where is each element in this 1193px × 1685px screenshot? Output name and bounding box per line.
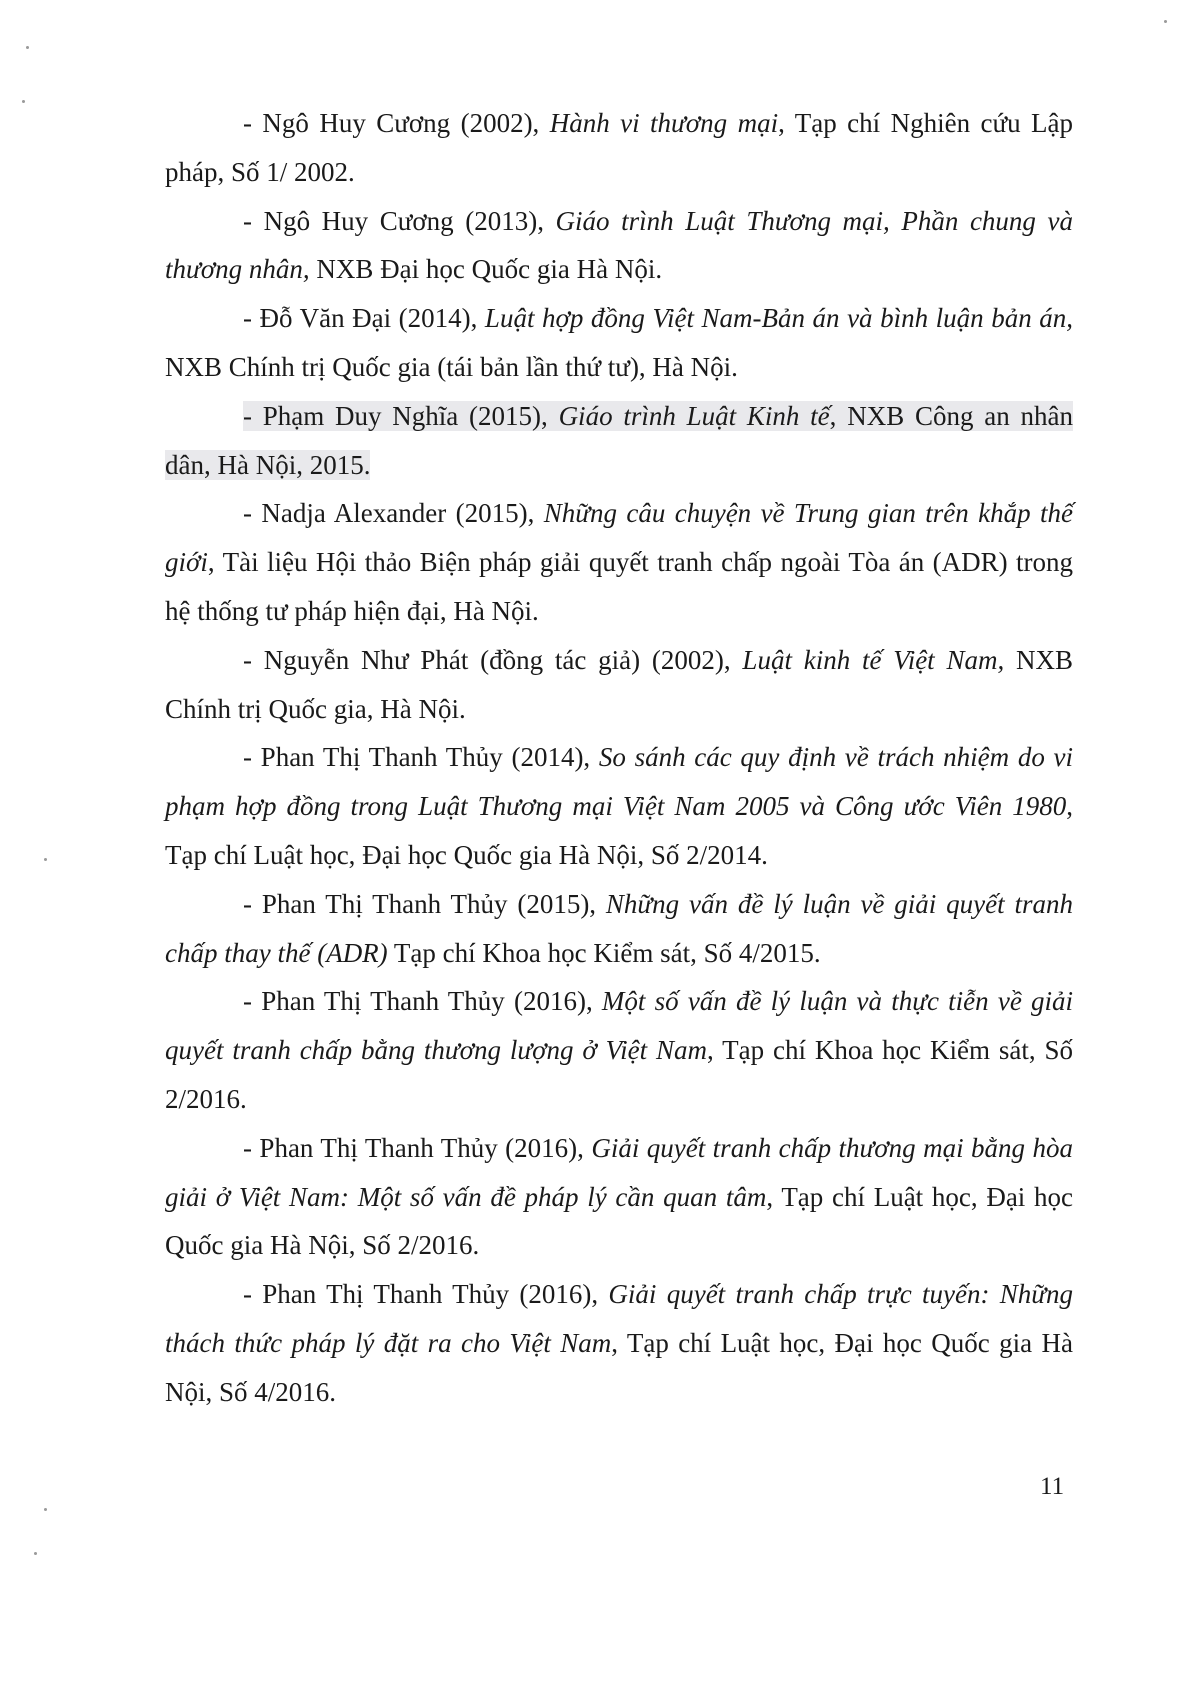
reference-item — [165, 880, 1073, 978]
scan-speck — [26, 46, 29, 49]
page-number: 11 — [1040, 1473, 1065, 1500]
reference-item — [165, 489, 1073, 635]
reference-item — [165, 1270, 1073, 1416]
scan-speck — [44, 1508, 47, 1511]
reference-title: Giáo trình Luật Kinh tế — [558, 400, 830, 431]
scan-speck — [34, 1552, 37, 1555]
reference-author: - Phan Thị Thanh Thủy (2016), — [243, 986, 602, 1017]
reference-publisher: Tạp chí Khoa học Kiểm sát, Số 4/2015. — [387, 937, 821, 968]
reference-item — [165, 99, 1073, 197]
reference-title: Những câu chuyện về Trung gian trên khắp thế giới — [165, 498, 1073, 578]
reference-title: So sánh các quy định về trách nhiệm do vi phạm hợp đồng trong Luật Thương mại Việt Nam 2005 và Công ước Viên 1980 — [165, 742, 1073, 822]
reference-author: - Nadja Alexander (2015), — [243, 498, 544, 529]
scan-speck — [1164, 20, 1167, 23]
reference-item — [165, 1124, 1073, 1270]
reference-item — [165, 977, 1073, 1123]
reference-title: Luật hợp đồng Việt Nam-Bản án và bình luận bản án, — [484, 303, 1073, 334]
reference-title: Những vấn đề lý luận về giải quyết tranh chấp thay thế (ADR) — [165, 888, 1073, 968]
reference-title: Hành vi thương mại — [549, 108, 779, 138]
reference-publisher: NXB Đại học Quốc gia Hà Nội. — [309, 254, 663, 285]
reference-title: Giáo trình Luật Thương mại, Phần chung và thương nhân, — [165, 205, 1073, 285]
scan-speck — [44, 858, 47, 861]
reference-publisher: , Tạp chí Luật học, Đại học Quốc gia Hà Nội, Số 4/2016. — [165, 1327, 1073, 1407]
scan-speck — [22, 100, 25, 103]
reference-item — [165, 294, 1073, 392]
highlighted-reference — [165, 401, 1073, 480]
reference-publisher: , Tạp chí Luật học, Đại học Quốc gia Hà Nội, Số 2/2016. — [165, 1181, 1074, 1261]
reference-publisher: , NXB Công an nhân dân, Hà Nội, 2015. — [165, 400, 1073, 480]
reference-author: - Phan Thị Thanh Thủy (2016), — [243, 1132, 592, 1163]
reference-item-highlighted — [165, 392, 1073, 490]
reference-publisher: NXB Chính trị Quốc gia, Hà Nội. — [165, 644, 1073, 724]
reference-author: - Phan Thị Thanh Thủy (2015), — [243, 888, 606, 919]
reference-title: Giải quyết tranh chấp trực tuyến: Những thách thức pháp lý đặt ra cho Việt Nam — [165, 1279, 1073, 1358]
reference-title: Một số vấn đề lý luận và thực tiễn về giải quyết tranh chấp bằng thương lượng ở Việt Nam — [165, 986, 1074, 1066]
reference-author: - Nguyễn Như Phát (đồng tác giả) (2002), — [243, 644, 743, 675]
reference-title: Luật kinh tế Việt Nam, — [742, 644, 1005, 675]
reference-publisher: , Tạp chí Nghiên cứu Lập pháp, Số 1/ 2002. — [165, 108, 1073, 187]
reference-author: - Đỗ Văn Đại (2014), — [243, 303, 485, 334]
reference-title: Giải quyết tranh chấp thương mại bằng hòa giải ở Việt Nam: Một số vấn đề pháp lý cần quan tâm — [165, 1132, 1073, 1212]
reference-author: - Phan Thị Thanh Thủy (2014), — [243, 742, 599, 773]
reference-author: - Ngô Huy Cương (2002), — [243, 108, 550, 138]
reference-publisher: , Tạp chí Khoa học Kiểm sát, Số 2/2016. — [165, 1035, 1073, 1114]
reference-publisher: , Tạp chí Luật học, Đại học Quốc gia Hà Nội, Số 2/2014. — [165, 791, 1073, 870]
reference-author: - Ngô Huy Cương (2013), — [243, 205, 556, 236]
reference-publisher: NXB Chính trị Quốc gia (tái bản lần thứ tư), Hà Nội. — [165, 351, 738, 382]
reference-publisher: , Tài liệu Hội thảo Biện pháp giải quyết tranh chấp ngoài Tòa án (ADR) trong hệ thống tư pháp hiện đại, Hà Nội. — [165, 547, 1073, 626]
reference-item — [165, 197, 1073, 295]
reference-item — [165, 733, 1073, 879]
reference-list — [165, 99, 1073, 1417]
reference-author: - Phan Thị Thanh Thủy (2016), — [243, 1279, 609, 1310]
reference-author: - Phạm Duy Nghĩa (2015), — [243, 400, 559, 431]
reference-item — [165, 636, 1073, 734]
